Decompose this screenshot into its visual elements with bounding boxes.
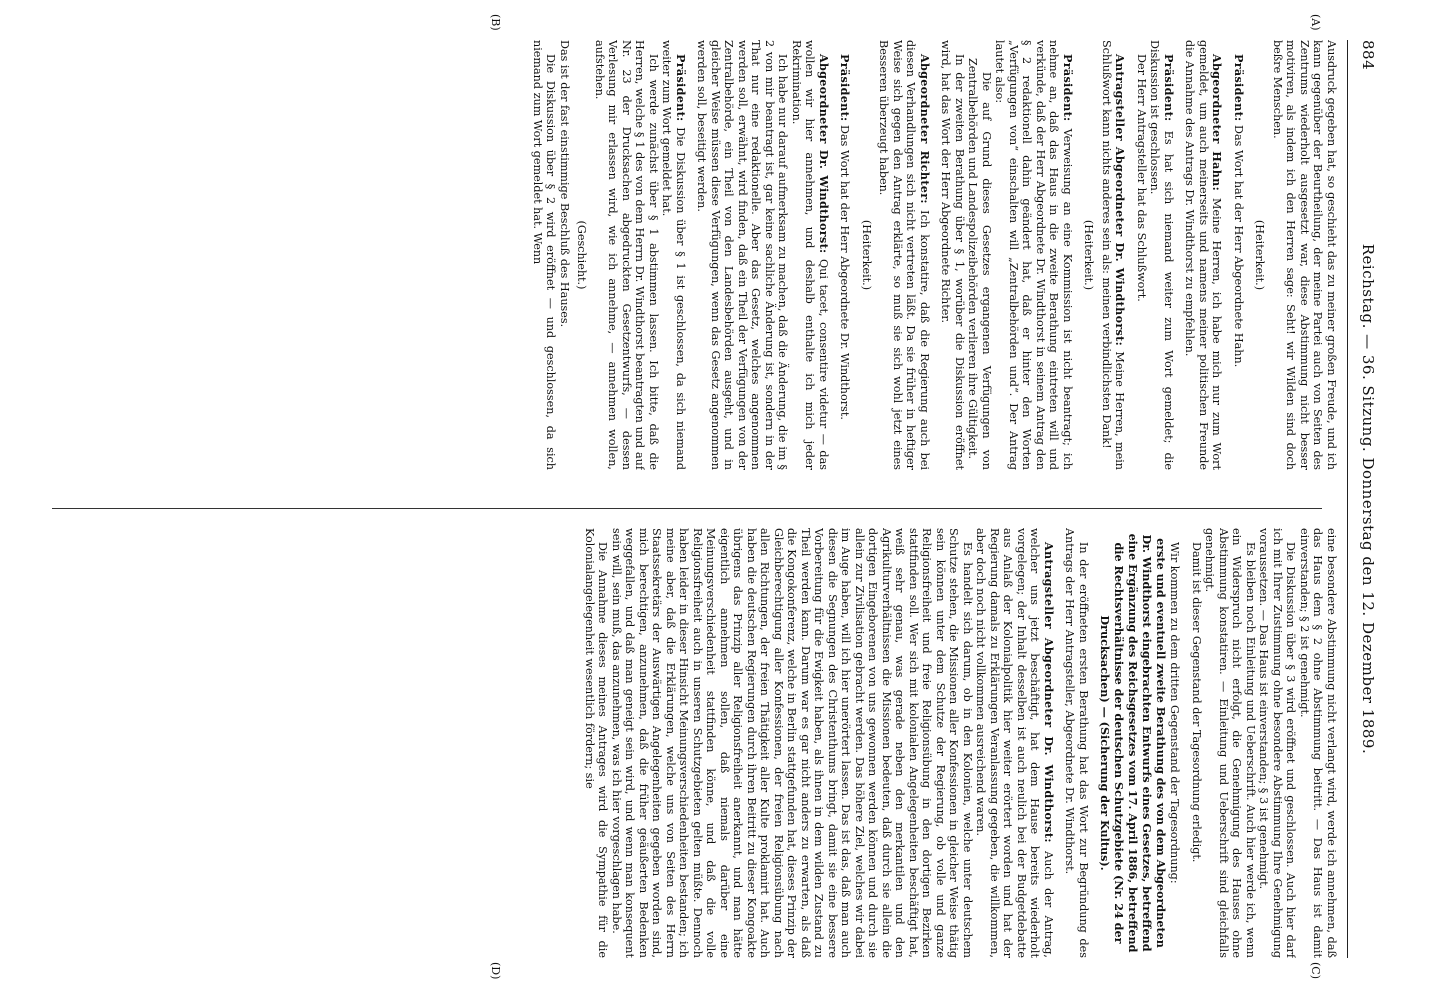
paragraph: Es handelt sich darum, ob in den Kolonien, welche unter deutschem Schutze stehen, die Missionen aller Konfessionen in gleicher Weise thätig sein können unter dem Schutze der Regierung, ob volle und ganze Religionsfreiheit und freie Religionsübung in den dortigen Bezirken stattfinden soll. Wer sich mit kolonialen Angelegenheiten beschäftigt hat, weiß sehr genau, was gerade neben den merkantilen und den Agrikulturverhältnissen die Missionen bedeuten, daß durch sie allein die dortigen Eingeborenen von uns gewonnen werden können und durch sie allein zur Zivilisation gebracht werden. Das höhere Ziel, welches wir dabei im Auge haben, will ich hier unerörtert lassen. Das ist das, daß man auch diesen die Segnungen des Christenthums bringt, damit sie eine bessere Vorbereitung für die Ewigkeit haben, als ihnen in dem wilden Zustand zu Theil werden kann. Darum war es gar nicht anders zu erwarten, als daß die Kongokonferenz, welche in Berlin stattgefunden hat, dieses Prinzip der Gleichberechtigung aller Konfessionen, der freien Religionsübung nach allen Richtungen, der freien Thätigkeit aller Kulte proklamirt hat. Auch haben die deutschen Regierungen durch ihren Beitritt zu dieser Kongoakte übrigens das Prinzip aller Religionsfreiheit anerkannt, und man hätte eigentlich annehmen sollen, daß niemals darüber eine Meinungsverschiedenheit stattfinden könne, und daß die volle Religionsfreiheit auch in unseren Schutzgebieten gelten müßte. Dennoch haben leider in dieser Hinsicht Meinungsverschiedenheiten bestanden; ich meine aber, daß die Erklärungen, welche uns von Seiten des Herrn Staatssekretärs der Auswärtigen Angelegenheiten gegeben worden sind, mich berechtigen, anzunehmen, daß die früher geäußerten Bedenken weggefallen, und daß man geneigt sein wird, und wenn man konsequent sein will, sein muß, das anzunehmen, was ich hier vorgeschlagen habe.: [610, 528, 974, 958]
margin-marker-d: (D): [489, 962, 502, 980]
paragraph: Es bleiben noch Einleitung und Ueberschrift. Auch hier werde ich, wenn ein Widerspruch nicht erfolgt, die Genehmigung des Hauses ohne Abstimmung konstatiren. — Einleitung und Ueberschrift sind gleichfalls genehmigt.: [1203, 528, 1257, 958]
paragraph: In der eröffneten ersten Berathung hat das Wort zur Begründung des Antrags der Herr Antragsteller, Abgeordnete Dr. Windthorst.: [1063, 528, 1090, 958]
paragraph: Abgeordneter Dr. Windthorst: Qui tacet, consentire videtur — das wollen wir hier annehmen, und deshalb enthalte ich mich jeder Rekrimination.: [790, 40, 831, 470]
left-column: [43, 40, 1338, 470]
paragraph: Präsident: Das Wort hat der Herr Abgeordnete Hahn.: [1232, 54, 1246, 368]
paragraph: Ich habe nur darauf aufmerksam zu machen, daß die Änderung, die im § 2 von mir beantragt ist, gar keine sachliche Änderung ist, sondern in der That nur eine redaktionelle. Aber das Gesetz, welches angenommen werden soll, erwähnt, wird finden, daß ein Theil der Verfügungen von der Zentralbehörde, ein Theil von den Landesbehörden ausgeht, und in gleicher Weise müssen diese Verfügungen, wenn das Gesetz angenommen werden soll, beseitigt werden.: [695, 40, 790, 470]
speaker: Antragsteller Abgeordneter Dr. Windthorst:: [1042, 542, 1056, 843]
paragraph: Die Diskussion über § 3 wird eröffnet und geschlossen. Auch hier darf ich mit Ihrer Zustimmung ohne besondere Abstimmung Ihre Genehmigung voraussetzen. — Das Haus ist einverstanden; § 3 ist genehmigt.: [1257, 528, 1298, 958]
paragraph: Ich werde zunächst über § 1 abstimmen lassen. Ich bitte, daß die Herren, welche § 1 des von dem Herrn Dr. Windthorst beantragten und auf Nr. 23 der Drucksachen abgedruckten Gesetzentwurfs, — dessen Verlesung mir erlassen wird, wie ich annehme, — annehmen wollen, aufstehen.: [593, 40, 660, 470]
margin-marker-c: (C): [1309, 962, 1322, 979]
paragraph: Das ist der fast einstimmige Beschluß des Hauses.: [558, 40, 571, 328]
right-column: [43, 528, 1338, 958]
speaker: Präsident:: [1061, 54, 1075, 122]
header-rule: [1347, 40, 1348, 958]
speaker: Präsident:: [674, 54, 688, 122]
margin-marker-a: (A): [1309, 14, 1322, 31]
paragraph: Präsident: Das Wort hat der Herr Abgeordnete Dr. Windthorst.: [838, 54, 853, 420]
column-divider: [52, 508, 1322, 509]
quoted-motion: Die auf Grund dieses Gesetzes ergangenen Verfügungen von Zentralbehörden und Landespolizeibehörden verlieren ihre Gültigkeit.: [966, 58, 993, 470]
paragraph: Präsident: Es hat sich niemand weiter zum Wort gemeldet; die Diskussion ist geschlossen.: [1148, 40, 1176, 470]
paragraph: Präsident: Die Diskussion über § 1 ist geschlossen, da sich niemand weiter zum Wort gemeldet hat.: [660, 40, 688, 470]
speaker: Präsident:: [1232, 54, 1246, 122]
stage-direction: (Heiterkeit.): [1253, 219, 1267, 291]
stage-direction: (Heiterkeit.): [1082, 219, 1096, 291]
speaker: Präsident:: [838, 54, 853, 122]
paragraph: Der Herr Antragsteller hat das Schlußwort.: [1135, 54, 1148, 302]
agenda-item: erste und eventuell zweite Berathung des von dem Abgeordneten Dr. Windthorst eingebrachten Entwurfs eines Gesetzes, betreffend eine Ergänzung des Reichsgesetzes vom 17. April 1886, betreffend die Rechtsverhältnisse der deutschen Schutzgebiete (Nr. 24 der Drucksachen) — (Sicherung der Kultus).: [1098, 533, 1168, 953]
speaker: Antragsteller Abgeordneter Dr. Windthorst:: [1113, 54, 1128, 347]
paragraph: Antragsteller Abgeordneter Dr. Windthorst: Auch der Antrag, welcher uns jetzt beschäftigt, hat dem Hause bereits wiederholt vorgelegen; der Inhalt desselben ist auch neulich bei der Budgetdebatte aus Anlaß der Kolonialpolitik hier weiter erörtert worden und hat der Regierung damals zu Erklärungen Veranlassung gegeben, die willkommen, aber doch noch nicht vollkommen ausreichend waren.: [974, 528, 1056, 958]
speaker: Abgeordneter Richter:: [918, 54, 932, 204]
speaker: Präsident:: [1162, 54, 1176, 122]
paragraph: Die Annahme dieses meines Antrages wird die Sympathie für die Kolonialangelegenheit wesentlich fördern; sie: [583, 528, 610, 958]
paragraph: Die Diskussion über § 2 wird eröffnet — und geschlossen, da sich niemand zum Wort gemeldet hat. Wenn: [531, 40, 558, 470]
margin-marker-b: (B): [489, 14, 502, 31]
page-header: [1351, 40, 1377, 958]
page-number: 884: [1359, 40, 1377, 71]
paragraph: Ausdruck gegeben hat, so geschieht das zu meiner großen Freude, und ich kann gegenüber der Beurtheilung, der meine Partei auch von Seiten des Zentrums wiederholt ausgesetzt war, diese Abstimmung nicht besser motiviren, als indem ich den Herren sage: Seht! wir Wilden sind doch beßre Menschen.: [1271, 40, 1338, 470]
speaker: Abgeordneter Hahn:: [1210, 54, 1225, 191]
paragraph: Abgeordneter Richter: Ich konstatire, daß die Regierung auch bei diesen Verhandlungen sich nicht vertreten läßt. Da sie früher in heftiger Weise sich gegen den Antrag erklärte, so muß sie sich wohl jetzt eines Besseren überzeugt haben.: [877, 40, 932, 470]
paragraph: Abgeordneter Hahn: Meine Herren, ich habe mich nur zum Wort gemeldet, um auch meinerseits und namens meiner politischen Freunde die Annahme des Antrags Dr. Windthorst zu empfehlen.: [1183, 40, 1225, 470]
paragraph: Präsident: Verweisung an eine Kommission ist nicht beantragt; ich nehme an, daß das Haus in die zweite Berathung eintreten will und verkünde, daß der Herr Abgeordnete Dr. Windthorst in seinem Antrag den § 2 redaktionell dahin geändert hat, daß er hinter den Worten „Verfügungen von“ einschalten will „Zentralbehörden und“. Der Antrag lautet also:: [993, 40, 1075, 470]
speaker: Abgeordneter Dr. Windthorst:: [817, 54, 831, 254]
paragraph: eine besondere Abstimmung nicht verlangt wird, werde ich annehmen, daß das Haus dem § 2 ohne Abstimmung beitritt. — Das Haus ist damit einverstanden; § 2 ist genehmigt.: [1298, 528, 1338, 958]
paragraph: Damit ist dieser Gegenstand der Tagesordnung erledigt.: [1190, 542, 1203, 863]
paragraph: Wir kommen zu dem dritten Gegenstand der Tagesordnung:: [1168, 542, 1182, 884]
running-title: Reichstag. — 36. Sitzung. Donnerstag den 12. Dezember 1889.: [1359, 243, 1377, 755]
paragraph: In der zweiten Berathung über § 1, worüber die Diskussion eröffnet wird, hat das Wort der Herr Abgeordnete Richter.: [939, 40, 966, 470]
stage-direction: (Heiterkeit.): [860, 219, 873, 291]
stage-direction: (Geschieht.): [575, 220, 589, 290]
paragraph: Antragsteller Abgeordneter Dr. Windthorst: Meine Herren, mein Schlußwort kann nichts anderes sein als: meinen verbindlichsten Dank!: [1100, 40, 1128, 470]
